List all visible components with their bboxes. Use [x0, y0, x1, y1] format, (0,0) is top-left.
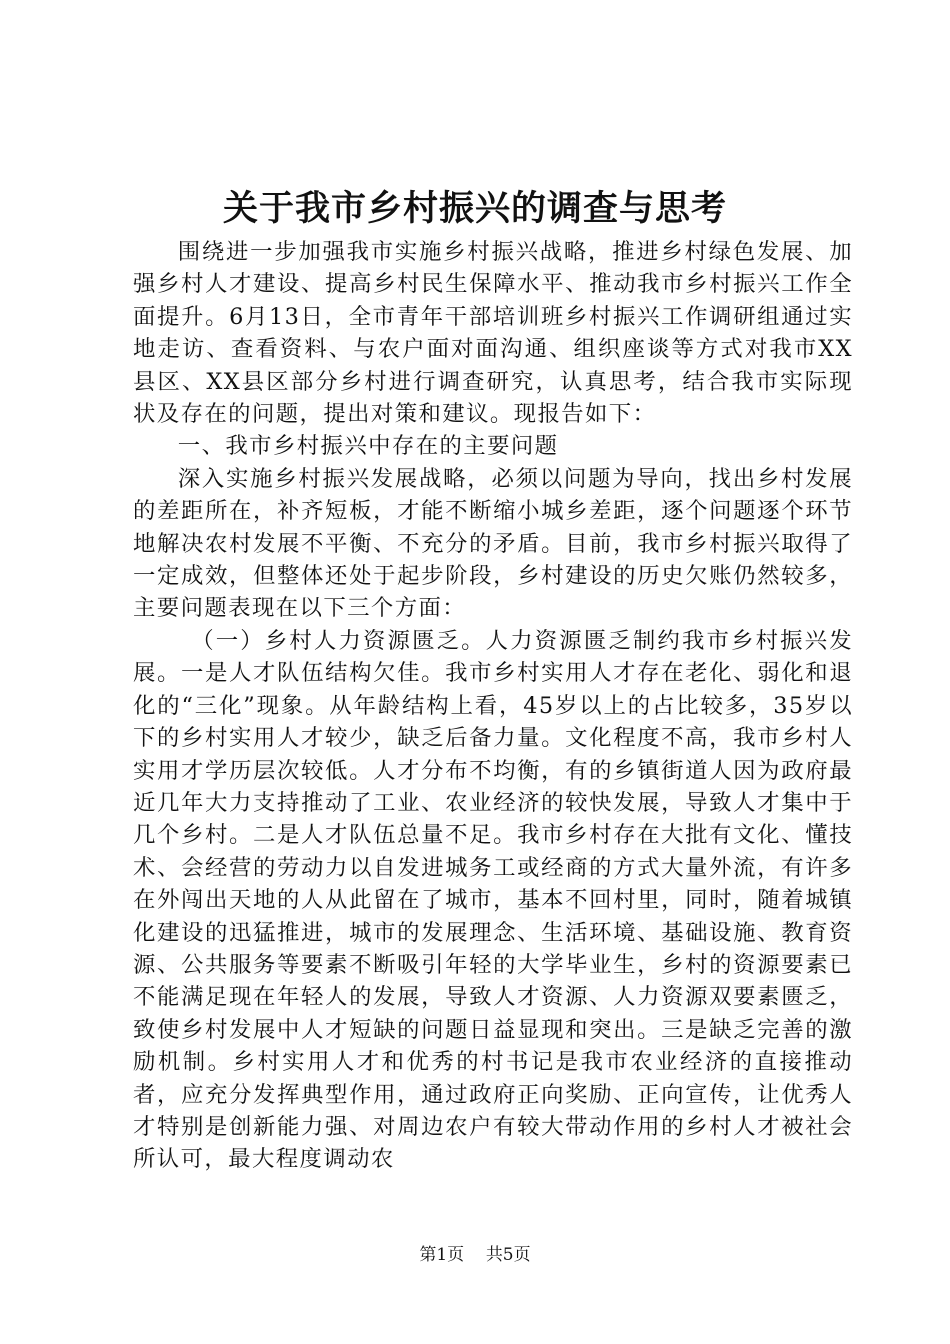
page-number: 第1页 [419, 1245, 465, 1265]
intro-paragraph: 围绕进一步加强我市实施乡村振兴战略，推进乡村绿色发展、加强乡村人才建设、提高乡村民生保障水平、推动我市乡村振兴工作全面提升。6月13日，全市青年干部培训班乡村振兴工作调研组通过实地走访、查看资料、与农户面对面沟通、组织座谈等方式对我市XX县区、XX县区部分乡村进行调查研究，认真思考，结合我市实际现状及存在的问题，提出对策和建议。现报告如下： [133, 239, 853, 428]
page-total: 共5页 [485, 1245, 531, 1265]
section-intro-paragraph: 深入实施乡村振兴发展战略，必须以问题为导向，找出乡村发展的差距所在，补齐短板，才能不断缩小城乡差距，逐个问题逐个环节地解决农村发展不平衡、不充分的矛盾。目前，我市乡村振兴取得了一定成效，但整体还处于起步阶段，乡村建设的历史欠账仍然较多，主要问题表现在以下三个方面： [133, 465, 853, 622]
subsection-paragraph: （一）乡村人力资源匮乏。人力资源匮乏制约我市乡村振兴发展。一是人才队伍结构欠佳。我市乡村实用人才存在老化、弱化和退化的“三化”现象。从年龄结构上看，45岁以上的占比较多，35岁以下的乡村实用人才较少，缺乏后备力量。文化程度不高，我市乡村人实用才学历层次较低。人才分布不均衡，有的乡镇街道人因为政府最近几年大力支持推动了工业、农业经济的较快发展，导致人才集中于几个乡村。二是人才队伍总量不足。我市乡村存在大批有文化、懂技术、会经营的劳动力以自发进城务工或经商的方式大量外流，有许多在外闯出天地的人从此留在了城市，基本不回村里，同时，随着城镇化建设的迅猛推进，城市的发展理念、生活环境、基础设施、教育资源、公共服务等要素不断吸引年轻的大学毕业生，乡村的资源要素已不能满足现在年轻人的发展，导致人才资源、人力资源双要素匮乏，致使乡村发展中人才短缺的问题日益显现和突出。三是缺乏完善的激励机制。乡村实用人才和优秀的村书记是我市农业经济的直接推动者，应充分发挥典型作用，通过政府正向奖励、正向宣传，让优秀人才特别是创新能力强、对周边农户有较大带动作用的乡村人才被社会所认可，最大程度调动农 [133, 627, 853, 1173]
section-heading: 一、我市乡村振兴中存在的主要问题 [177, 433, 559, 460]
page-footer [0, 1243, 950, 1267]
footer-spacer [470, 1245, 481, 1265]
document-body [133, 236, 853, 1176]
document-title: 关于我市乡村振兴的调查与思考 [222, 188, 727, 229]
